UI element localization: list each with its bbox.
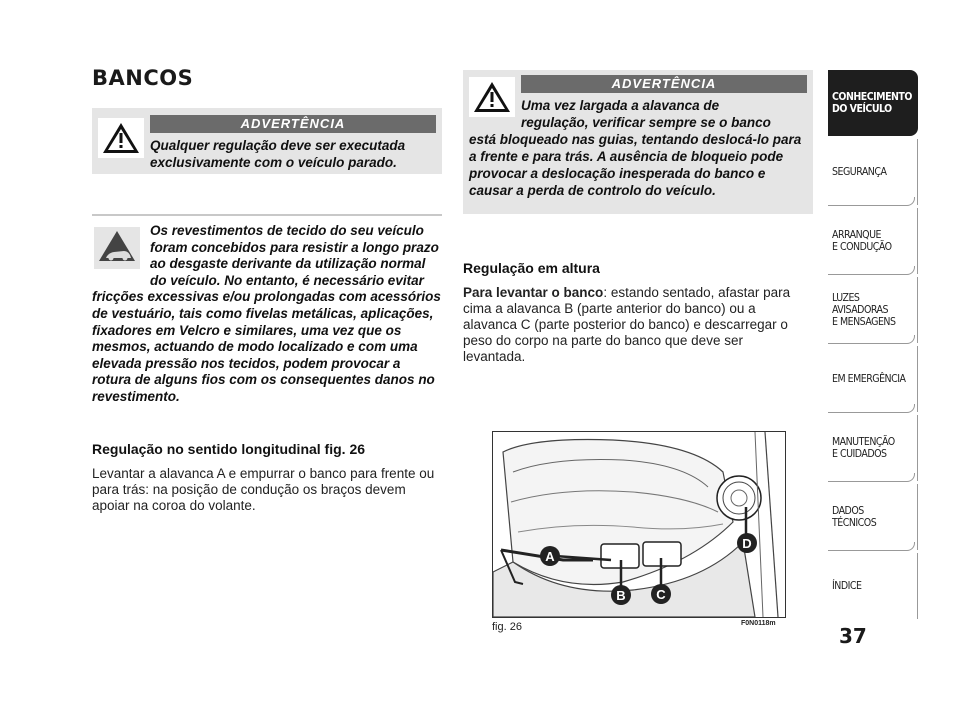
car-care-icon [94, 227, 140, 269]
chapter-tab-divider [828, 266, 915, 275]
longitudinal-heading: Regulação no sentido longitudinal fig. 26 [92, 441, 366, 457]
upholstery-note-text: Os revestimentos de tecido do seu veículo foram concebidos para resistir a longo prazo ao desgaste derivante da utilização normal do veículo. No entanto, é necessário evitar fricções excessivas e/ou prolongadas com acessórios de vestuário, tais como fivelas metálicas, aplicações, fixadores em Velcro e similares, uma vez que os mesmos, actuando de modo localizado e com uma elevada pressão nos tecidos, podem provocar a rotura de alguns fios com os consequentes danos no revestimento. [92, 223, 441, 404]
chapter-tab-line2: TÉCNICOS [832, 517, 877, 529]
chapter-tab-label [832, 292, 895, 328]
chapter-tab-label [832, 436, 895, 460]
height-lead: Para levantar o banco [463, 285, 604, 300]
note-icon-box [92, 223, 144, 271]
seat-illustration [493, 432, 785, 617]
chapter-tab-line2: AVISADORAS [832, 304, 888, 316]
chapter-tab-label [832, 229, 892, 253]
chapter-tab-divider [828, 404, 915, 413]
callout-c [651, 584, 671, 604]
warning-box-seat-locked [463, 70, 813, 214]
chapter-tab-5[interactable] [828, 346, 918, 412]
svg-text:C: C [656, 587, 666, 602]
chapter-tab-label [832, 166, 886, 178]
chapter-tab-line1: CONHECIMENTO [832, 91, 912, 103]
longitudinal-body: Levantar a alavanca A e empurrar o banco para frente ou para trás: na posição de condução os braços devem apoiar na coroa do volante. [92, 466, 435, 513]
chapter-tab-label [832, 91, 912, 115]
figure-code: F0N0118m [741, 620, 776, 627]
chapter-tab-line1: DADOS [832, 505, 864, 517]
note-divider [92, 214, 442, 216]
chapter-tab-label [832, 373, 905, 385]
warning-triangle-icon [469, 77, 515, 117]
warning-text-rest: está bloqueado nas guias, tentando deslocá-lo para a frente e para trás. A ausência de bloqueio pode provocar a deslocação inesperada do banco e causar a perda de controlo do veículo. [469, 132, 802, 198]
height-heading: Regulação em altura [463, 260, 600, 276]
callout-a [540, 546, 560, 566]
warning-text: Qualquer regulação deve ser executada exclusivamente com o veículo parado. [150, 138, 406, 170]
chapter-tab-divider [828, 473, 915, 482]
section-title: BANCOS [92, 66, 194, 90]
chapter-tab-2[interactable] [828, 139, 918, 205]
page-number: 37 [839, 624, 867, 648]
figure-seat-levers [492, 431, 786, 618]
chapter-tab-line1: EM EMERGÊNCIA [832, 373, 906, 385]
chapter-tab-divider [828, 542, 915, 551]
warning-header: ADVERTÊNCIA [150, 115, 436, 133]
chapter-tab-line1: ÍNDICE [832, 580, 862, 592]
svg-text:B: B [616, 588, 626, 603]
chapter-tab-7[interactable] [828, 484, 918, 550]
chapter-tab-line2: E CONDUÇÃO [832, 241, 892, 253]
upholstery-note [92, 223, 442, 406]
chapter-tab-divider [828, 335, 915, 344]
chapter-tab-6[interactable] [828, 415, 918, 481]
chapter-tab-4[interactable] [828, 277, 918, 343]
chapter-tab-line1: ARRANQUE [832, 229, 882, 241]
svg-text:D: D [742, 536, 752, 551]
height-body [463, 285, 808, 365]
height-body-text: : estando sentado, afastar para cima a alavanca B (parte anterior do banco) ou a alavanca C (parte posterior do banco) e descarregar o peso do corpo na parte do banco que deve ser levantada. [463, 285, 791, 364]
figure-caption: fig. 26 [492, 621, 522, 633]
warning-header: ADVERTÊNCIA [521, 75, 807, 93]
chapter-tab-line1: MANUTENÇÃO [832, 436, 895, 448]
svg-text:A: A [545, 549, 555, 564]
warning-triangle-icon [98, 118, 144, 158]
chapter-tab-line1: LUZES [832, 292, 860, 304]
chapter-tab-1[interactable] [828, 70, 918, 136]
warning-text-line1: Uma vez largada a alavanca de [521, 98, 720, 113]
chapter-tab-divider [828, 197, 915, 206]
chapter-tab-label [832, 580, 861, 592]
callout-b [611, 585, 631, 605]
chapter-tab-line2: E CUIDADOS [832, 448, 887, 460]
warning-text-line2: regulação, verificar sempre se o banco [521, 115, 771, 130]
chapter-tab-8[interactable] [828, 553, 918, 619]
callout-d [737, 533, 757, 553]
chapter-tab-3[interactable] [828, 208, 918, 274]
chapter-tab-line2: DO VEÍCULO [832, 103, 892, 115]
warning-box-vehicle-stopped [92, 108, 442, 174]
chapter-tab-line1: SEGURANÇA [832, 166, 887, 178]
chapter-tab-line3: E MENSAGENS [832, 316, 896, 328]
chapter-tab-label [832, 505, 876, 529]
